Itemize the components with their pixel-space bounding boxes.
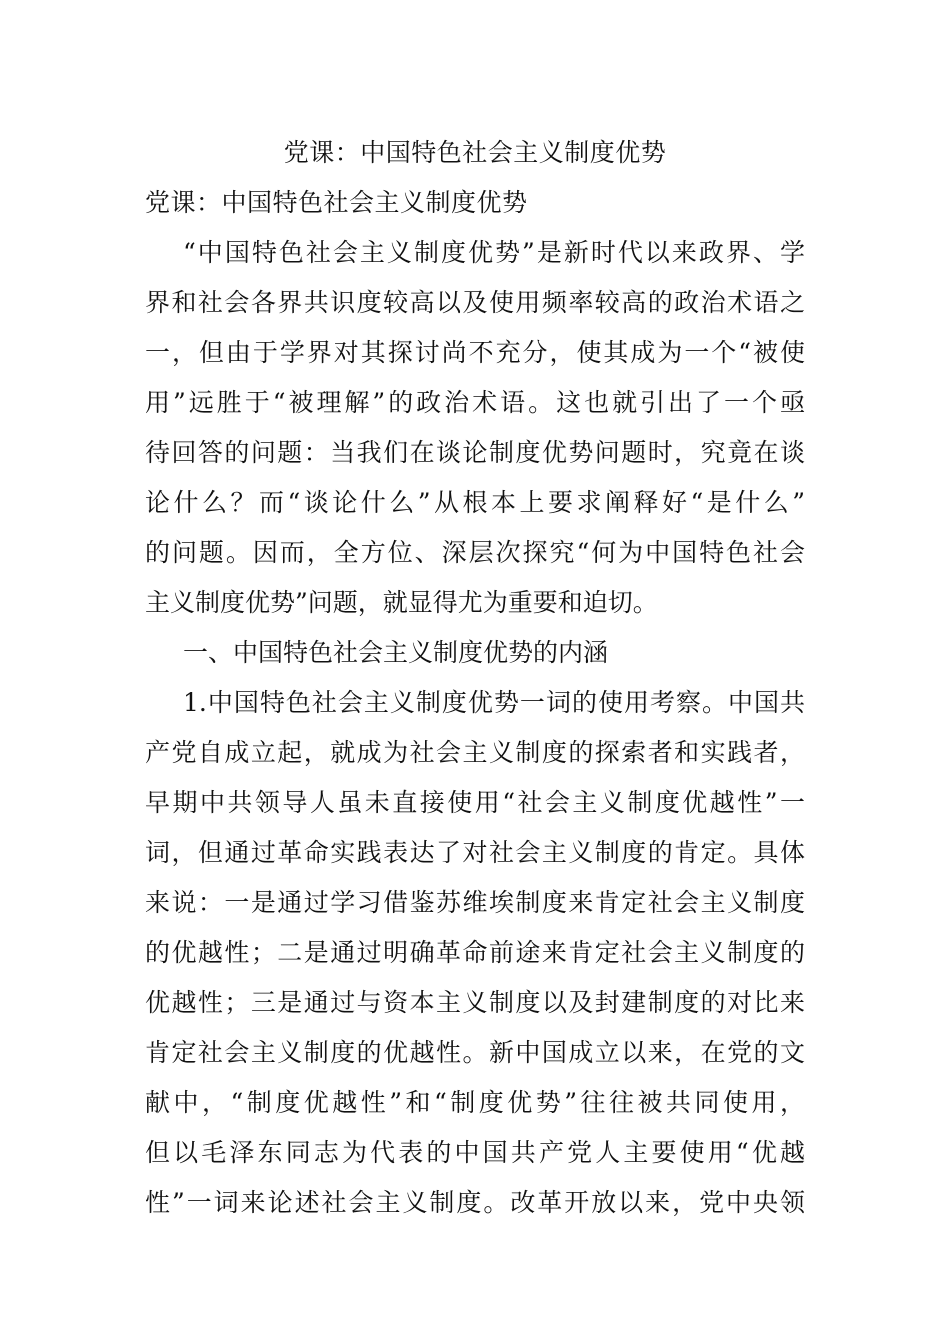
paragraph-line: 但以毛泽东同志为代表的中国共产党人主要使用“优越: [145, 1138, 805, 1167]
paragraph-line: “中国特色社会主义制度优势”是新时代以来政界、学: [183, 238, 805, 267]
paragraph-line: 用”远胜于“被理解”的政治术语。这也就引出了一个亟: [145, 388, 805, 417]
document-subtitle: 党课：中国特色社会主义制度优势: [145, 188, 528, 217]
paragraph-line: 的问题。因而，全方位、深层次探究“何为中国特色社会: [145, 538, 805, 567]
paragraph-2: [145, 678, 805, 1228]
paragraph-line: 1.中国特色社会主义制度优势一词的使用考察。中国共: [183, 688, 805, 717]
paragraph-line: 论什么？而“谈论什么”从根本上要求阐释好“是什么”: [145, 488, 805, 517]
paragraph-line: 肯定社会主义制度的优越性。新中国成立以来，在党的文: [145, 1038, 805, 1067]
paragraph-line: 的优越性；二是通过明确革命前途来肯定社会主义制度的: [145, 938, 805, 967]
paragraph-line: 一，但由于学界对其探讨尚不充分，使其成为一个“被使: [145, 338, 805, 367]
paragraph-line: 献中，“制度优越性”和“制度优势”往往被共同使用，: [145, 1088, 805, 1117]
paragraph-line: 待回答的问题：当我们在谈论制度优势问题时，究竟在谈: [145, 438, 805, 467]
paragraph-line: 主义制度优势”问题，就显得尤为重要和迫切。: [145, 588, 658, 617]
paragraph-line: 词，但通过革命实践表达了对社会主义制度的肯定。具体: [145, 838, 805, 867]
document-title: 党课：中国特色社会主义制度优势: [283, 138, 667, 167]
paragraph-line: 来说：一是通过学习借鉴苏维埃制度来肯定社会主义制度: [145, 888, 805, 917]
paragraph-1: [145, 228, 805, 628]
paragraph-line: 性”一词来论述社会主义制度。改革开放以来，党中央领: [145, 1188, 805, 1217]
paragraph-line: 产党自成立起，就成为社会主义制度的探索者和实践者，: [145, 738, 805, 767]
paragraph-line: 早期中共领导人虽未直接使用“社会主义制度优越性”一: [145, 788, 805, 817]
section-heading-text: 一、中国特色社会主义制度优势的内涵: [183, 638, 609, 667]
section-heading-1: [145, 628, 805, 678]
paragraph-line: 界和社会各界共识度较高以及使用频率较高的政治术语之: [145, 288, 805, 317]
paragraph-line: 优越性；三是通过与资本主义制度以及封建制度的对比来: [145, 988, 805, 1017]
